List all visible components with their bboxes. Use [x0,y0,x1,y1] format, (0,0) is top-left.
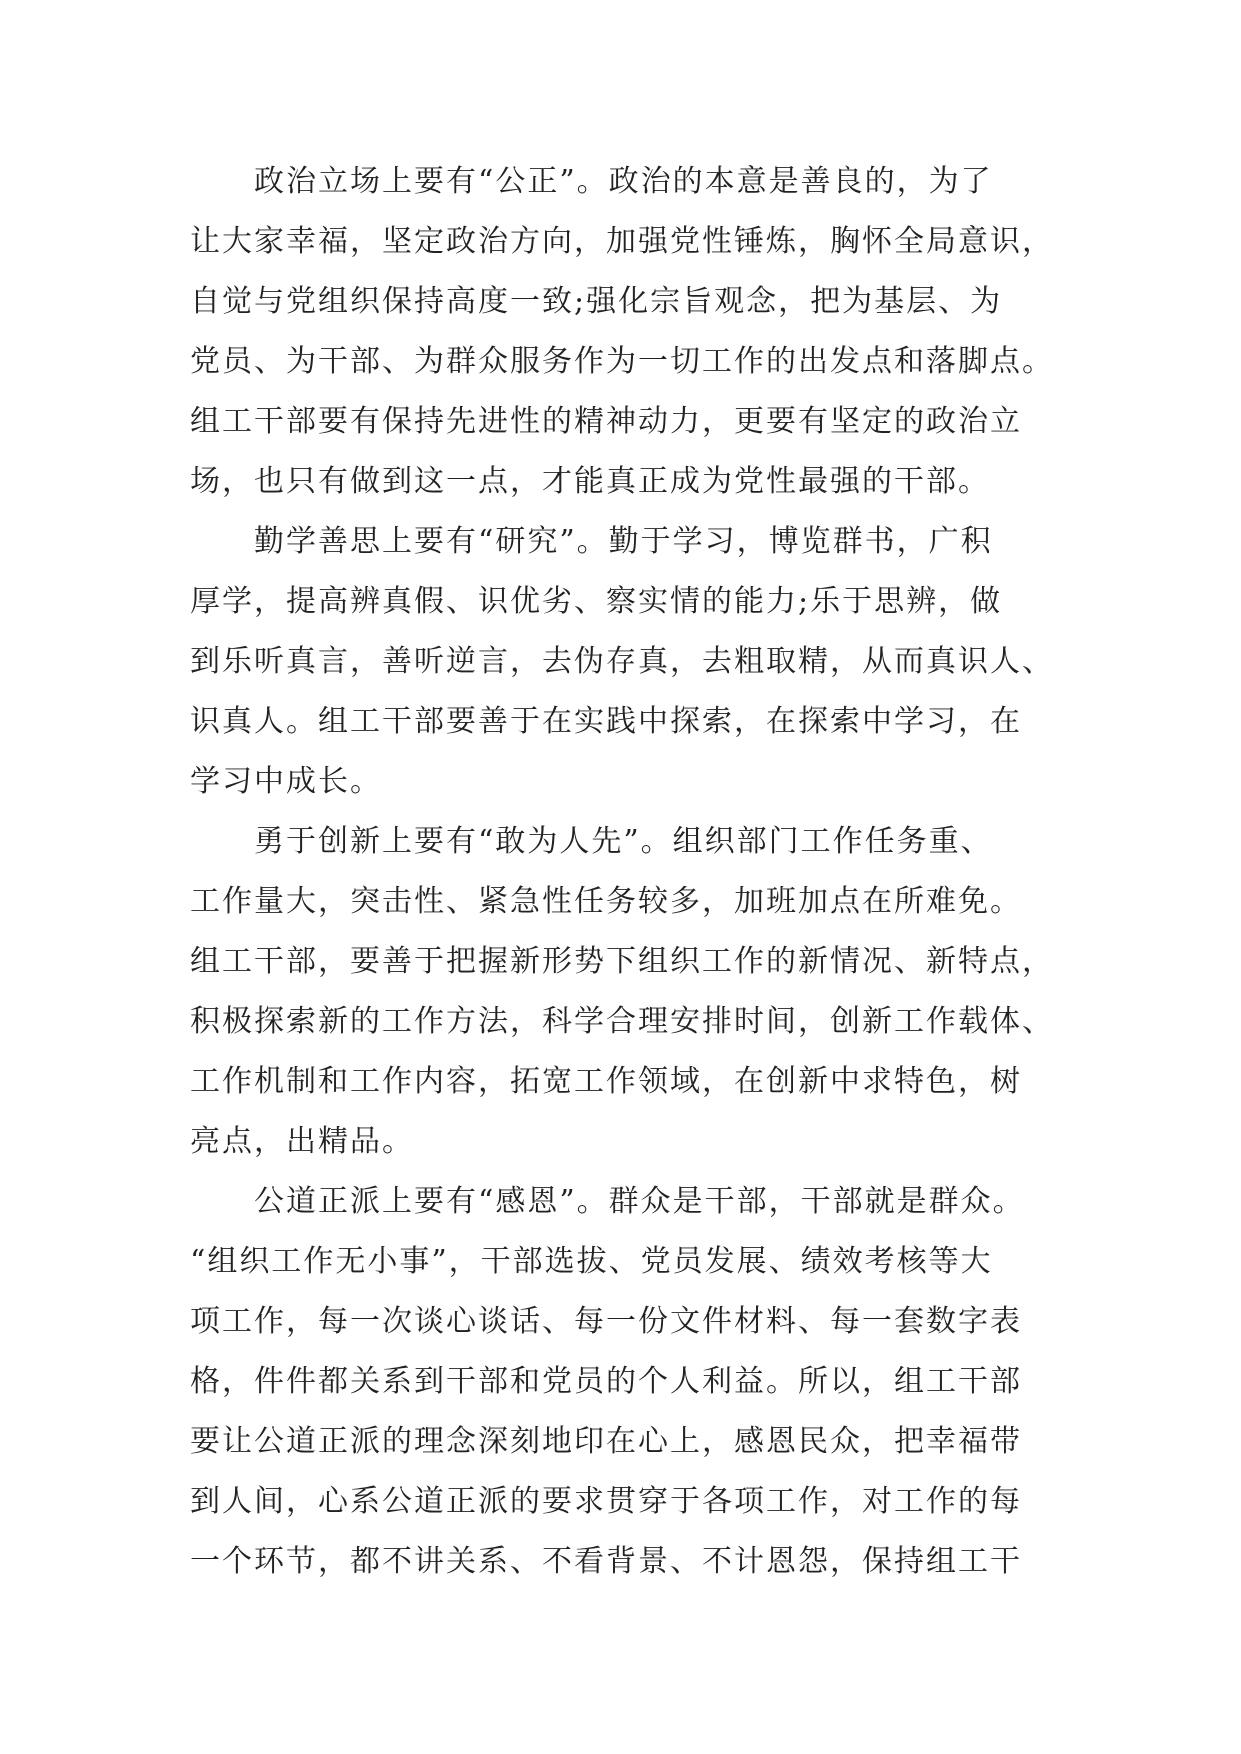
text-line: 厚学，提高辨真假、识优劣、察实情的能力;乐于思辨，做 [190,584,1003,619]
text-line: 项工作，每一次谈心谈话、每一份文件材料、每一套数字表 [190,1304,1022,1339]
text-line: 工作量大，突击性、紧急性任务较多，加班加点在所难免。 [190,884,1022,919]
text-line: 到人间，心系公道正派的要求贯穿于各项工作，对工作的每 [190,1484,1022,1519]
text-line: 要让公道正派的理念深刻地印在心上，感恩民众，把幸福带 [190,1424,1022,1459]
text-line: 亮点，出精品。 [190,1124,414,1159]
text-line: 自觉与党组织保持高度一致;强化宗旨观念，把为基层、为 [190,284,1003,319]
text-line: 党员、为干部、为群众服务作为一切工作的出发点和落脚点。 [190,344,1054,379]
text-line: 让大家幸福，坚定政治方向，加强党性锤炼，胸怀全局意识， [190,224,1054,259]
paragraph-diligent-study [190,512,1054,812]
text-line: 组工干部，要善于把握新形势下组织工作的新情况、新特点， [190,944,1054,979]
text-line: 积极探索新的工作方法，科学合理安排时间，创新工作载体、 [190,1004,1054,1039]
text-line: 勤学善思上要有“研究”。勤于学习，博览群书，广积 [254,524,993,559]
text-line: 学习中成长。 [190,764,382,799]
paragraph-innovation [190,812,1054,1172]
text-line: 一个环节，都不讲关系、不看背景、不计恩怨，保持组工干 [190,1544,1022,1579]
text-line: 工作机制和工作内容，拓宽工作领域，在创新中求特色，树 [190,1064,1022,1099]
paragraph-political-stance [190,152,1054,512]
text-line: 到乐听真言，善听逆言，去伪存真，去粗取精，从而真识人、 [190,644,1054,679]
text-line: “组织工作无小事”，干部选拔、党员发展、绩效考核等大 [190,1244,993,1279]
text-line: 组工干部要有保持先进性的精神动力，更要有坚定的政治立 [190,404,1022,439]
text-line: 识真人。组工干部要善于在实践中探索，在探索中学习，在 [190,704,1022,739]
text-line: 场，也只有做到这一点，才能真正成为党性最强的干部。 [190,464,990,499]
document-body [190,152,1054,1592]
text-line: 公道正派上要有“感恩”。群众是干部，干部就是群众。 [254,1184,1025,1219]
text-line: 勇于创新上要有“敢为人先”。组织部门工作任务重、 [254,824,993,859]
paragraph-fairness [190,1172,1050,1592]
text-line: 格，件件都关系到干部和党员的个人利益。所以，组工干部 [190,1364,1022,1399]
text-line: 政治立场上要有“公正”。政治的本意是善良的，为了 [254,164,993,199]
